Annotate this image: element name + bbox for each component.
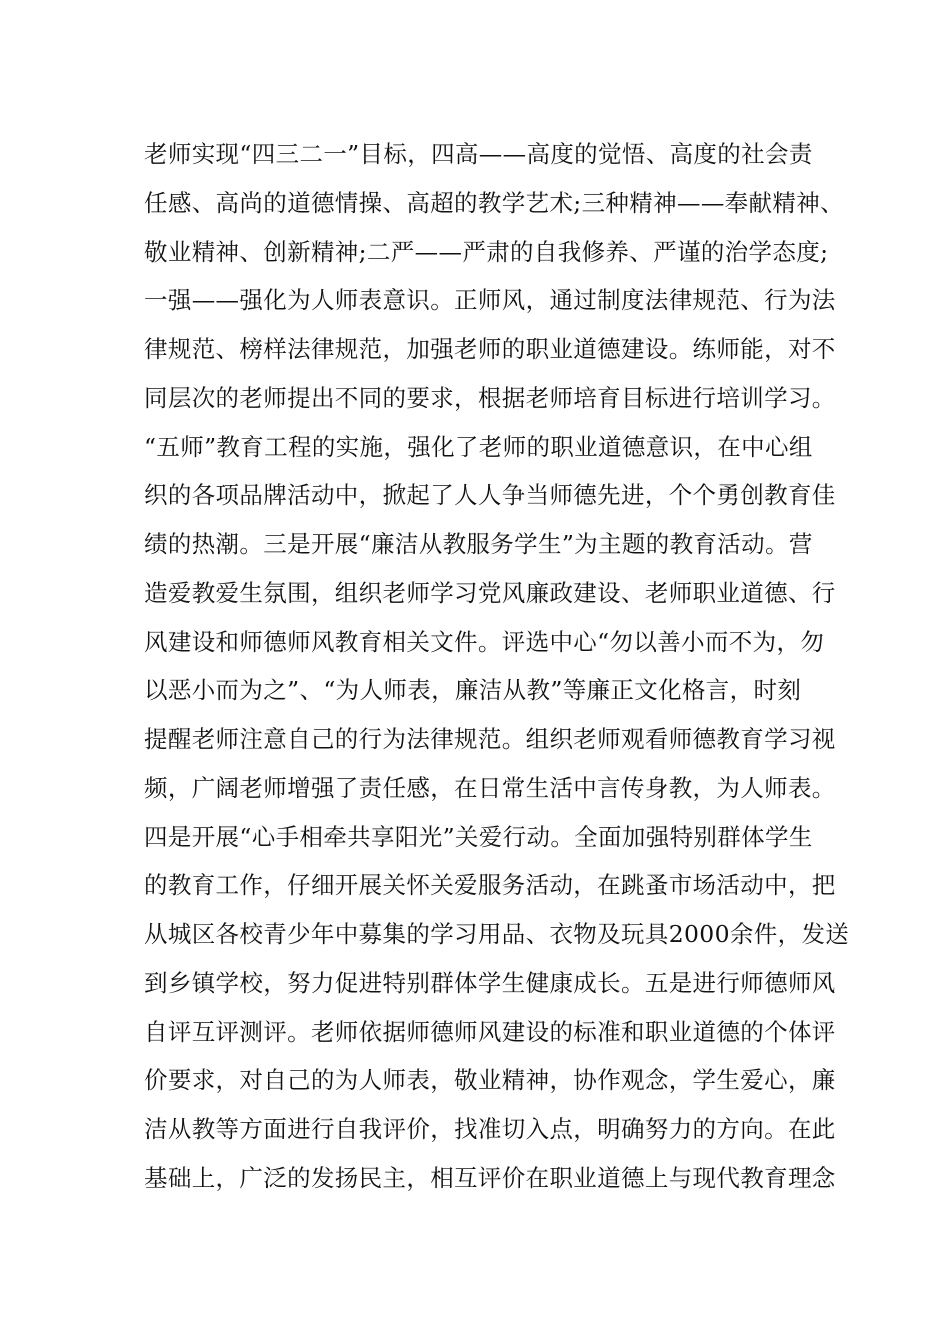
text-line: 自评互评测评。老师依据师德师风建设的标准和职业道德的个体评 bbox=[144, 1017, 836, 1046]
text-line: 从城区各校青少年中募集的学习用品、衣物及玩具2000余件，发送 bbox=[144, 920, 850, 948]
text-line: 提醒老师注意自己的行为法律规范。组织老师观看师德教育学习视 bbox=[144, 725, 836, 753]
text-line: 老师实现“四三二一”目标，四高——高度的觉悟、高度的社会责 bbox=[144, 140, 813, 168]
text-line: 同层次的老师提出不同的要求，根据老师培育目标进行培训学习。 bbox=[144, 383, 836, 412]
text-line: 任感、高尚的道德情操、高超的教学艺术;三种精神——奉献精神、 bbox=[144, 188, 844, 217]
text-line: “五师”教育工程的实施，强化了老师的职业道德意识，在中心组 bbox=[144, 432, 813, 461]
body-text bbox=[144, 130, 850, 1203]
text-line: 一强——强化为人师表意识。正师风，通过制度法律规范、行为法 bbox=[144, 286, 836, 315]
text-line: 以恶小而为之”、“为人师表，廉洁从教”等廉正文化格言，时刻 bbox=[144, 676, 802, 705]
text-line: 的教育工作，仔细开展关怀关爱服务活动，在跳蚤市场活动中，把 bbox=[144, 871, 836, 900]
text-line: 织的各项品牌活动中，掀起了人人争当师德先进，个个勇创教育佳 bbox=[144, 481, 836, 510]
text-line: 律规范、榜样法律规范，加强老师的职业道德建设。练师能，对不 bbox=[144, 335, 836, 363]
text-line: 风建设和师德师风教育相关文件。评选中心“勿以善小而不为，勿 bbox=[144, 627, 825, 656]
text-line: 造爱教爱生氛围，组织老师学习党风廉政建设、老师职业道德、行 bbox=[144, 578, 836, 607]
text-line: 价要求，对自己的为人师表，敬业精神，协作观念，学生爱心，廉 bbox=[144, 1066, 836, 1095]
text-line: 频，广阔老师增强了责任感，在日常生活中言传身教，为人师表。 bbox=[144, 773, 836, 802]
text-line: 敬业精神、创新精神;二严——严肃的自我修养、严谨的治学态度; bbox=[144, 237, 829, 266]
text-line: 四是开展“心手相牵共享阳光”关爱行动。全面加强特别群体学生 bbox=[144, 822, 813, 851]
text-line: 洁从教等方面进行自我评价，找准切入点，明确努力的方向。在此 bbox=[144, 1115, 836, 1143]
text-line: 到乡镇学校，努力促进特别群体学生健康成长。五是进行师德师风 bbox=[144, 968, 836, 997]
text-line: 基础上，广泛的发扬民主，相互评价在职业道德上与现代教育理念 bbox=[144, 1163, 836, 1192]
text-line: 绩的热潮。三是开展“廉洁从教服务学生”为主题的教育活动。营 bbox=[144, 530, 813, 558]
